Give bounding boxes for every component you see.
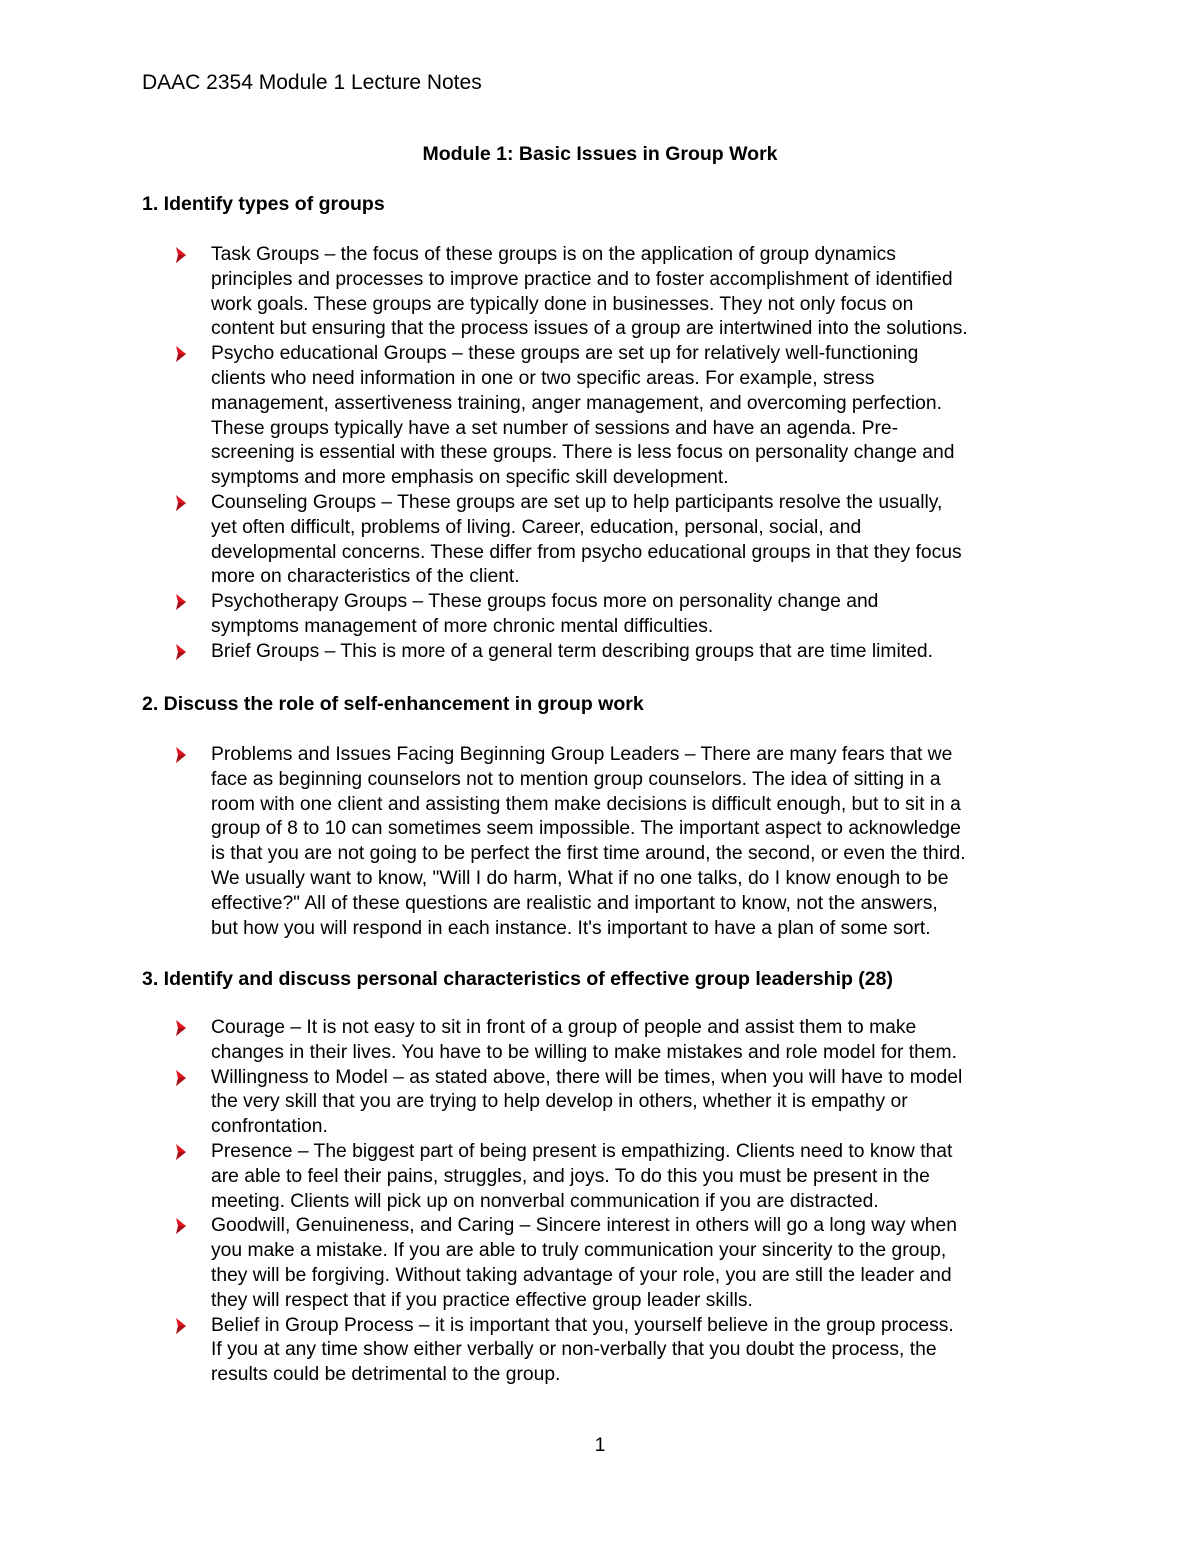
- red-arrowhead-bullet-icon: [174, 643, 188, 661]
- list-item-text-line: Psychotherapy Groups – These groups focus more on personality change and: [211, 591, 879, 613]
- list-item-text-line: Willingness to Model – as stated above, there will be times, when you will have to model: [211, 1066, 963, 1088]
- list-item-text-line: principles and processes to improve practice and to foster accomplishment of identified: [211, 268, 953, 290]
- list-item-text-line: they will be forgiving. Without taking advantage of your role, you are still the leader and: [211, 1264, 952, 1286]
- list-item-text-line: yet often difficult, problems of living. Career, education, personal, social, and: [211, 516, 862, 538]
- list-item-text-line: are able to feel their pains, struggles, and joys. To do this you must be present in the: [211, 1165, 930, 1187]
- list-item-text-line: Belief in Group Process – it is important that you, yourself believe in the group process.: [211, 1314, 954, 1336]
- list-item-text-line: results could be detrimental to the group.: [211, 1364, 561, 1386]
- document-title: Module 1: Basic Issues in Group Work: [422, 143, 778, 165]
- list-item: [0, 491, 1071, 590]
- list-item-text-line: effective?" All of these questions are realistic and important to know, not the answers,: [211, 892, 938, 914]
- list-item-text-line: We usually want to know, "Will I do harm, What if no one talks, do I know enough to be: [211, 867, 949, 889]
- list-item: [0, 640, 1071, 665]
- list-item: [0, 1314, 1071, 1388]
- list-item-text-line: Brief Groups – This is more of a general term describing groups that are time limited.: [211, 640, 933, 662]
- list-item-text-line: changes in their lives. You have to be willing to make mistakes and role model for them.: [211, 1041, 957, 1063]
- section-heading-leader-characteristics: 3. Identify and discuss personal characteristics of effective group leadership (28): [142, 968, 893, 990]
- bullet-list-leader-characteristics: [0, 1016, 1200, 1388]
- list-item-text-line: Presence – The biggest part of being present is empathizing. Clients need to know that: [211, 1140, 953, 1162]
- list-item-text-line: more on characteristics of the client.: [211, 566, 520, 588]
- list-item-text-line: they will respect that if you practice effective group leader skills.: [211, 1289, 753, 1311]
- red-arrowhead-bullet-icon: [174, 593, 188, 611]
- section-heading-self-enhancement: 2. Discuss the role of self-enhancement in group work: [142, 693, 644, 715]
- list-item-text-line: Courage – It is not easy to sit in front of a group of people and assist them to make: [211, 1017, 917, 1038]
- list-item: [0, 590, 1071, 640]
- list-item: [0, 1066, 1071, 1140]
- list-item: [0, 743, 1071, 941]
- list-item-text-line: Task Groups – the focus of these groups is on the application of group dynamics: [211, 244, 896, 265]
- bullet-list-types-of-groups: [0, 243, 1200, 665]
- list-item-text-line: If you at any time show either verbally or non-verbally that you doubt the process, the: [211, 1339, 937, 1361]
- red-arrowhead-bullet-icon: [174, 1069, 188, 1087]
- list-item-text-line: symptoms and more emphasis on specific skill development.: [211, 467, 729, 489]
- list-item-text-line: clients who need information in one or two specific areas. For example, stress: [211, 367, 875, 389]
- list-item: [0, 243, 1071, 342]
- section-heading-types-of-groups: 1. Identify types of groups: [142, 193, 385, 215]
- list-item-text-line: group of 8 to 10 can sometimes seem impossible. The important aspect to acknowledge: [211, 818, 961, 840]
- list-item-text-line: face as beginning counselors not to mention group counselors. The idea of sitting in a: [211, 768, 941, 790]
- list-item-text-line: Goodwill, Genuineness, and Caring – Sincere interest in others will go a long way when: [211, 1215, 957, 1237]
- list-item: [0, 1016, 1071, 1066]
- list-item-text-line: confrontation.: [211, 1116, 328, 1138]
- list-item-text-line: management, assertiveness training, anger management, and overcoming perfection.: [211, 392, 942, 414]
- list-item-text-line: content but ensuring that the process issues of a group are intertwined into the solutions.: [211, 318, 968, 340]
- list-item-text-line: is that you are not going to be perfect the first time around, the second, or even the third.: [211, 843, 966, 865]
- list-item-text-line: symptoms management of more chronic mental difficulties.: [211, 615, 714, 637]
- list-item: [0, 342, 1071, 491]
- list-item-text-line: developmental concerns. These differ from psycho educational groups in that they focus: [211, 541, 962, 563]
- red-arrowhead-bullet-icon: [174, 1317, 188, 1335]
- red-arrowhead-bullet-icon: [174, 1019, 188, 1037]
- red-arrowhead-bullet-icon: [174, 746, 188, 764]
- red-arrowhead-bullet-icon: [174, 246, 188, 264]
- list-item-text-line: Psycho educational Groups – these groups are set up for relatively well-functioning: [211, 343, 919, 365]
- list-item-text-line: Problems and Issues Facing Beginning Group Leaders – There are many fears that we: [211, 744, 953, 765]
- list-item: [0, 1214, 1071, 1313]
- list-item: [0, 1140, 1071, 1214]
- red-arrowhead-bullet-icon: [174, 345, 188, 363]
- red-arrowhead-bullet-icon: [174, 494, 188, 512]
- page-number: 1: [594, 1434, 606, 1456]
- list-item-text-line: room with one client and assisting them make decisions is difficult enough, but to sit in a: [211, 793, 961, 815]
- list-item-text-line: but how you will respond in each instance. It's important to have a plan of some sort.: [211, 917, 931, 939]
- red-arrowhead-bullet-icon: [174, 1217, 188, 1235]
- list-item-text-line: meeting. Clients will pick up on nonverbal communication if you are distracted.: [211, 1190, 879, 1212]
- running-header: DAAC 2354 Module 1 Lecture Notes: [142, 71, 482, 94]
- list-item-text-line: screening is essential with these groups. There is less focus on personality change and: [211, 442, 955, 464]
- red-arrowhead-bullet-icon: [174, 1143, 188, 1161]
- list-item-text-line: you make a mistake. If you are able to truly communication your sincerity to the group,: [211, 1240, 947, 1262]
- list-item-text-line: Counseling Groups – These groups are set up to help participants resolve the usually,: [211, 491, 943, 513]
- bullet-list-self-enhancement: [0, 743, 1200, 941]
- list-item-text-line: the very skill that you are trying to help develop in others, whether it is empathy or: [211, 1091, 908, 1113]
- list-item-text-line: work goals. These groups are typically done in businesses. They not only focus on: [211, 293, 914, 315]
- list-item-text-line: These groups typically have a set number of sessions and have an agenda. Pre-: [211, 417, 899, 439]
